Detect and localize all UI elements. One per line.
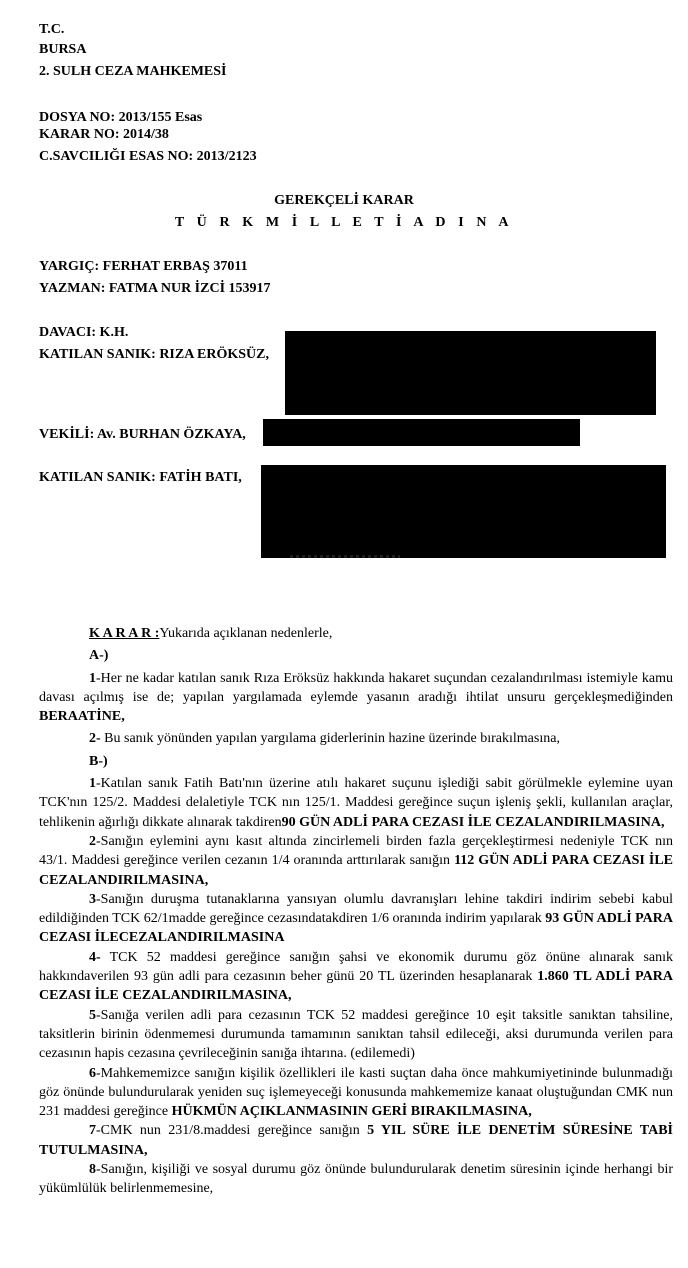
defendant-1-line: KATILAN SANIK: RIZA ERÖKSÜZ, xyxy=(39,347,270,362)
defendant-2-line: KATILAN SANIK: FATİH BATI, xyxy=(39,470,242,485)
section-a-label: A-) xyxy=(89,648,109,664)
verdict-heading-line xyxy=(39,624,673,643)
redaction-box xyxy=(285,331,656,415)
verdict-body xyxy=(39,624,673,1199)
document-title: GEREKÇELİ KARAR xyxy=(274,193,414,208)
item-b6: 6-Mahkememizce sanığın kişilik özellikleri ile kasti suçtan daha önce mahkumiyetininde bulunmadığı göz önünde bulundurularak yeniden suç işlemeyeceği konusunda mahkememize kanaat oluştuğundan CMK nun 231 maddesi gereğince HÜKMÜN AÇIKLANMASININ GERİ BIRAKILMASINA, xyxy=(39,1065,673,1120)
redaction-box xyxy=(261,465,666,558)
item-a1: 1-Her ne kadar katılan sanık Rıza Eröksüz hakkında hakaret suçundan cezalandırılması istemiyle kamu davası açılmış ise de; yapılan yargılamada eylemde yasanın aradığı ihtilat unsuru gerçekleşmediğinden BERAATİNE, xyxy=(39,670,673,725)
file-number: DOSYA NO: 2013/155 Esas xyxy=(39,110,203,125)
item-b4: 4- TCK 52 maddesi gereğince sanığın şahsi ve ekonomik durumu göz önüne alınarak sanık hakkındaverilen 93 gün adli para cezasının beher günü 20 TL üzerinden hesaplanarak 1.860 TL ADLİ PARA CEZASI İLE CEZALANDIRILMASINA, xyxy=(39,949,673,1004)
header-tc: T.C. xyxy=(39,22,65,37)
redaction-box xyxy=(263,419,580,446)
decision-number: KARAR NO: 2014/38 xyxy=(39,127,169,142)
header-city: BURSA xyxy=(39,42,87,57)
item-b5: 5-Sanığa verilen adli para cezasının TCK 52 maddesi gereğince 10 eşit taksitle sanıktan tahsiline, taksitlerin birinin ödenmemesi durumunda tamamının sanıktan tahsil edileceği, aksi durumunda verilen para cezasının hapis cezasına çevrileceğinin sanığa ihtarına. (edilemedi) xyxy=(39,1007,673,1062)
item-b2: 2-Sanığın eylemini aynı kasıt altında zincirlemeli birden fazla gerçekleştirmesi nedeniyle TCK nın 43/1. Maddesi gereğince verilen cezanın 1/4 oranında arttırılarak sanığın 112 GÜN ADLİ PARA CEZASI İLE CEZALANDIRILMASINA, xyxy=(39,833,673,888)
item-b1: 1-Katılan sanık Fatih Batı'nın üzerine atılı hakaret suçunu işlediği sabit görülmekle eylemine uyan TCK'nın 125/2. Maddesi delaletiyle TCK nın 125/1. Maddesi gereğince suçun işleniş şekli, kullanılan araçlar, tehlikenin ağırlığı dikkate alınarak takdiren90 GÜN ADLİ PARA CEZASI İLE CEZALANDIRILMASINA, xyxy=(39,776,673,830)
clerk-line: YAZMAN: FATMA NUR İZCİ 153917 xyxy=(39,281,271,296)
header-court: 2. SULH CEZA MAHKEMESİ xyxy=(39,64,227,79)
redaction-residue xyxy=(290,555,400,558)
attorney-line: VEKİLİ: Av. BURHAN ÖZKAYA, xyxy=(39,427,246,442)
verdict-heading: K A R A R : xyxy=(89,626,160,641)
section-b-label: B-) xyxy=(89,753,108,769)
item-b3: 3-Sanığın duruşma tutanaklarına yansıyan olumlu davranışları lehine takdiri indirim sebebi kabul edildiğinden TCK 62/1madde gereğince cezasındatakdiren 1/6 oranında indirim yapılarak 93 GÜN ADLİ PARA CEZASI İLECEZALANDIRILMASINA xyxy=(39,891,673,946)
item-a2: 2- Bu sanık yönünden yapılan yargılama giderlerinin hazine üzerinde bırakılmasına, xyxy=(89,731,560,747)
verdict-intro: Yukarıda açıklanan nedenlerle, xyxy=(159,626,333,641)
plaintiff-line: DAVACI: K.H. xyxy=(39,325,129,340)
prosecution-number: C.SAVCILIĞI ESAS NO: 2013/2123 xyxy=(39,149,257,164)
item-b8: 8-Sanığın, kişiliği ve sosyal durumu göz önünde bulundurularak denetim süresinin içinde herhangi bir yükümlülük belirlenmemesine, xyxy=(39,1162,673,1197)
document-subtitle: T Ü R K M İ L L E T İ A D I N A xyxy=(174,215,514,230)
judge-line: YARGIÇ: FERHAT ERBAŞ 37011 xyxy=(39,259,248,274)
item-b7: 7-CMK nun 231/8.maddesi gereğince sanığın 5 YIL SÜRE İLE DENETİM SÜRESİNE TABİ TUTULMASINA, xyxy=(39,1123,673,1158)
